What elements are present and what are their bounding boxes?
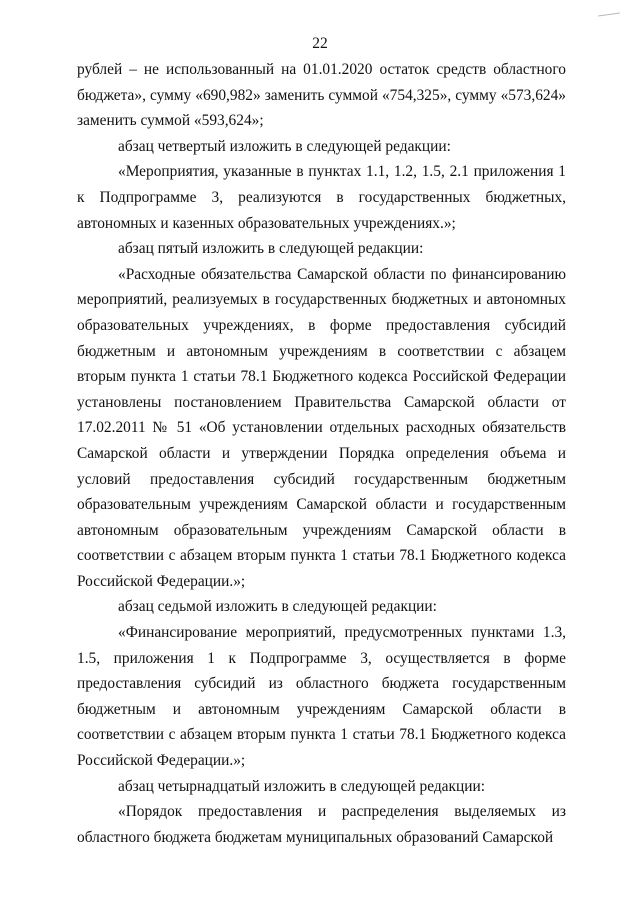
- paragraph-instruction-fifth: абзац пятый изложить в следующей редакции:: [118, 240, 424, 258]
- paragraph-quote-activities: «Мероприятия, указанные в пунктах 1.1, 1.2, 1.5, 2.1 приложения 1 к Подпрограмме 3, реализуются в государственных бюджетных, автономных и казенных образовательных учреждениях.»;: [77, 163, 566, 232]
- scan-artifact-mark: [598, 12, 620, 16]
- paragraph-continuation: рублей – не использованный на 01.01.2020 остаток средств областного бюджета», сумму «690,982» заменить суммой «754,325», сумму «573,624» заменить суммой «593,624»;: [77, 61, 566, 130]
- paragraph-quote-financing: «Финансирование мероприятий, предусмотренных пунктами 1.3, 1.5, приложения 1 к Подпрограмме 3, осуществляется в форме предоставления субсидий из областного бюджета государственным бюджетным и автономным учреждениям Самарской области в соответствии с абзацем вторым пункта 1 статьи 78.1 Бюджетного кодекса Российской Федерации.»;: [77, 624, 566, 770]
- paragraph-instruction-fourteenth: абзац четырнадцатый изложить в следующей редакции:: [118, 777, 485, 795]
- document-body: [77, 57, 566, 850]
- paragraph-instruction-fourth: абзац четвертый изложить в следующей редакции:: [118, 137, 451, 155]
- page-number: 22: [312, 35, 328, 52]
- paragraph-quote-obligations: «Расходные обязательства Самарской области по финансированию мероприятий, реализуемых в государственных бюджетных и автономных образовательных учреждениях, в форме предоставления субсидий бюджетным и автономным учреждениям в соответствии с абзацем вторым пункта 1 статьи 78.1 Бюджетного кодекса Российской Федерации установлены постановлением Правительства Самарской области от 17.02.2011 № 51 «Об установлении отдельных расходных обязательств Самарской области и утверждении Порядка определения объема и условий предоставления субсидий государственным бюджетным образовательным учреждениям Самарской области и государственным автономным образовательным учреждениям Самарской области в соответствии с абзацем вторым пункта 1 статьи 78.1 Бюджетного кодекса Российской Федерации.»;: [77, 265, 566, 590]
- paragraph-instruction-seventh: абзац седьмой изложить в следующей редакции:: [118, 598, 437, 616]
- paragraph-quote-procedure: «Порядок предоставления и распределения выделяемых из областного бюджета бюджетам муниципальных образований Самарской: [77, 803, 566, 846]
